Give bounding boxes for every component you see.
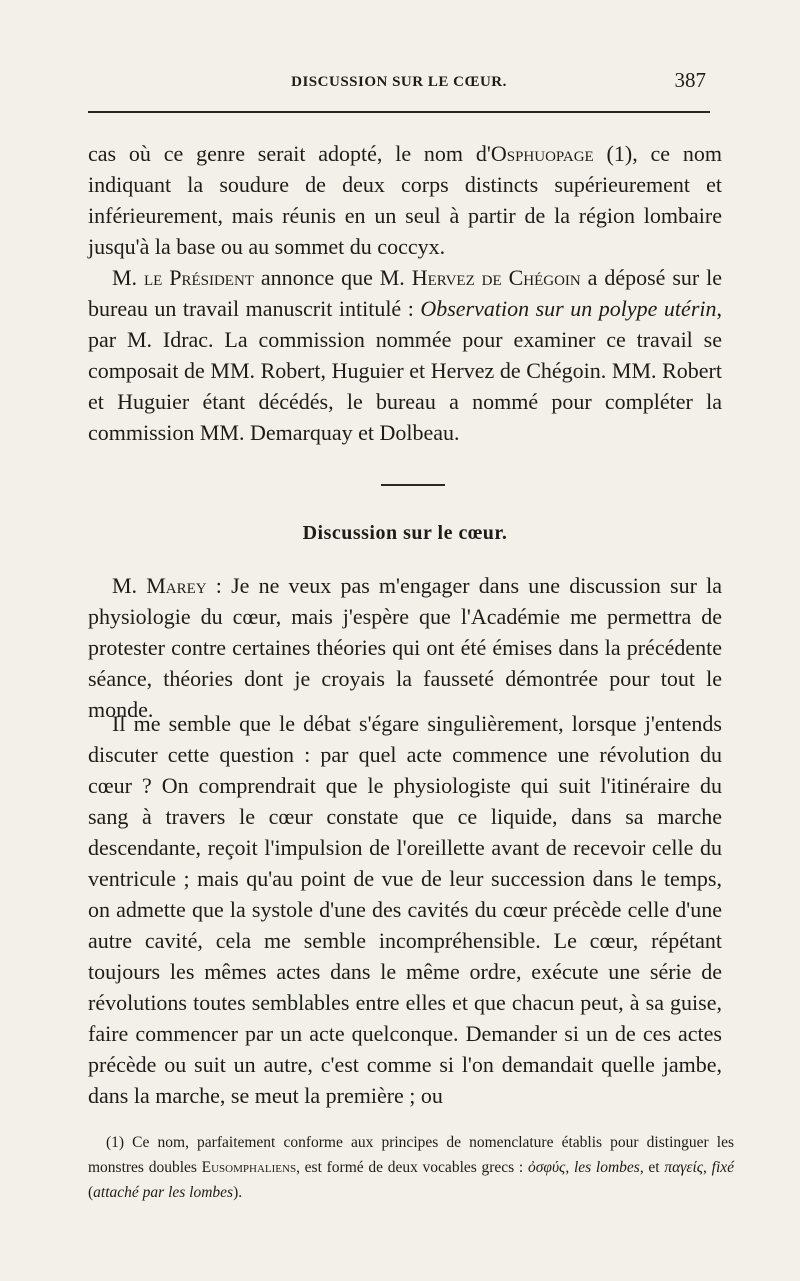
fn-sep1: ,: [565, 1159, 574, 1176]
running-title: DISCUSSION SUR LE CŒUR.: [291, 74, 507, 90]
p1-text-after: (1), ce nom indiquant la soudure de deux corps distincts supérieurement et inférieurement, mais réunis en un seul à partir de la région lombaire jusqu'à la base ou au sommet du coccyx.: [88, 141, 722, 259]
marey-name: Marey: [146, 573, 207, 598]
gloss-attache: attaché par les lombes: [93, 1184, 234, 1201]
page-number: 387: [674, 68, 706, 92]
header-rule: [88, 111, 710, 113]
eusomphaliens-term: Eusomphaliens: [201, 1159, 297, 1176]
paragraph-continuation: [88, 138, 722, 262]
work-title: Observation sur un polype utérin: [420, 296, 717, 321]
p2-rest: , par M. Idrac. La commission nommée pour examiner ce travail se composait de MM. Robert, Huguier et Hervez de Chégoin. MM. Robert et Huguier étant décédés, le bureau a nommé pour compléter la commission MM. Demarquay et Dolbeau.: [88, 296, 722, 445]
p3-prefix: M.: [112, 573, 147, 598]
osphuopage-term: Osphuopage: [490, 141, 594, 166]
p1-text-before: cas où ce genre serait adopté, le nom d': [88, 141, 491, 166]
running-head: [90, 68, 708, 98]
president-announcement: [88, 262, 722, 448]
fn-sep2: , et: [639, 1159, 665, 1176]
p4-text: Il me semble que le débat s'égare singulièrement, lorsque j'entends discuter cette question : par quel acte commence une révolution du cœur ? On comprendrait que le physiologiste qui suit l'itinéraire du sang à travers le cœur constate que ce liquide, dans sa marche descendante, reçoit l'impulsion de l'oreillette avant de recevoir celle du ventricule ; mais qu'au point de vue de leur succession dans le temps, on admette que la systole d'une des cavités du cœur précède celle d'une autre cavité, cela me semble incompréhensible. Le cœur, répétant toujours les mêmes actes dans le même ordre, exécute une série de révolutions toutes semblables entre elles et que chacun peut, à sa guise, faire commencer par un acte quelconque. Demander si un de ces actes précède ou suit un autre, c'est comme si l'on demandait quelle jambe, dans la marche, se meut la première ; ou: [88, 711, 722, 1108]
fn-paren-open: (: [88, 1184, 94, 1201]
greek-word-1: ὀσφύς: [527, 1159, 566, 1176]
marey-argument: [88, 708, 722, 1111]
gloss-fixe: fixé: [711, 1159, 735, 1176]
fn-sep3: ,: [703, 1159, 712, 1176]
greek-word-2: παγείς: [664, 1159, 704, 1176]
section-heading: Discussion sur le cœur.: [302, 522, 508, 544]
footnote: [88, 1130, 734, 1205]
section-separator-rule: [381, 484, 445, 486]
gloss-lombes: les lombes: [573, 1159, 640, 1176]
fn-start: (1) Ce nom, parfaitement conforme aux principes de nomenclature établis pour distinguer les monstres doubles: [88, 1134, 734, 1176]
p3-text: : Je ne veux pas m'engager dans une discussion sur la physiologie du cœur, mais j'espère que l'Académie me permettra de protester contre certaines théories qui ont été émises dans la précédente séance, théories dont je croyais la fausseté démontrée pour tout le monde.: [88, 573, 722, 722]
p2-prefix: M.: [112, 265, 144, 290]
p2-mid1: annonce que M.: [253, 265, 412, 290]
p2-mid2: a déposé sur le bureau un travail manuscrit intitulé :: [88, 265, 723, 321]
fn-paren-close: ).: [233, 1184, 243, 1201]
president-title: le Président: [143, 265, 254, 290]
hervez-name: Hervez de Chégoin: [411, 265, 581, 290]
marey-statement: [88, 570, 722, 725]
fn-mid: , est formé de deux vocables grecs :: [296, 1159, 528, 1176]
